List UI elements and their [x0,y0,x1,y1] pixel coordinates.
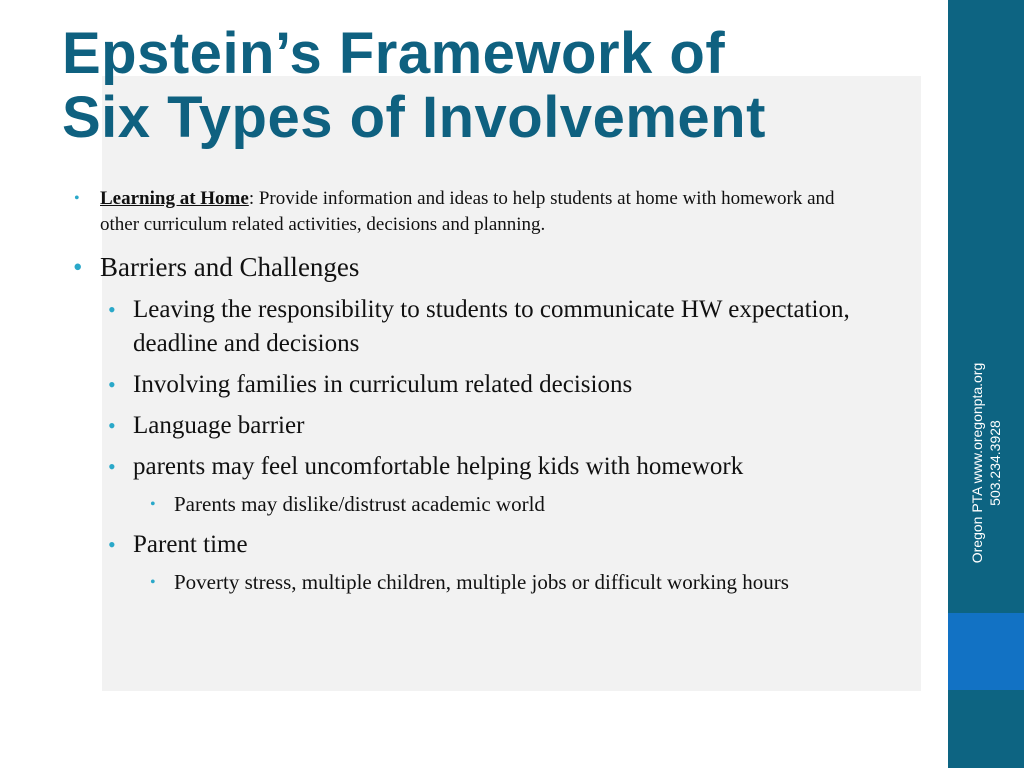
sidebar-org-url: Oregon PTA www.oregonpta.org [969,362,985,564]
sub-bullet-responsibility: • Leaving the responsibility to students to communicate HW expectation, deadline and decisions [133,293,853,361]
sub-bullet-parent-time: • Parent time [133,528,853,562]
sub-sub-bullet-poverty-stress: • Poverty stress, multiple children, multiple jobs or difficult working hours [174,567,874,598]
bullet-learning-at-home [100,186,860,238]
title-line-1: Epstein’s Framework of [62,21,726,86]
bullet-barriers-heading: • Barriers and Challenges [100,251,860,283]
sub-bullet-uncomfortable-homework: • parents may feel uncomfortable helping kids with homework [133,450,853,484]
intro-term: Learning at Home [100,188,249,209]
intro-text: Provide information and ideas to help students at home with homework and other curriculum related activities, decisions and planning. [100,188,835,235]
sidebar-accent-block [948,613,1024,690]
sidebar-phone: 503.234.3928 [987,420,1003,506]
sub-sub-bullet-distrust: • Parents may dislike/distrust academic world [174,489,874,520]
sub-bullet-language-barrier: • Language barrier [133,409,853,443]
sidebar-contact [968,363,1004,564]
sub-bullet-curriculum-decisions: • Involving families in curriculum related decisions [133,368,853,402]
intro-separator: : [248,188,255,209]
title-line-2: Six Types of Involvement [62,85,766,150]
slide-title [62,22,942,150]
